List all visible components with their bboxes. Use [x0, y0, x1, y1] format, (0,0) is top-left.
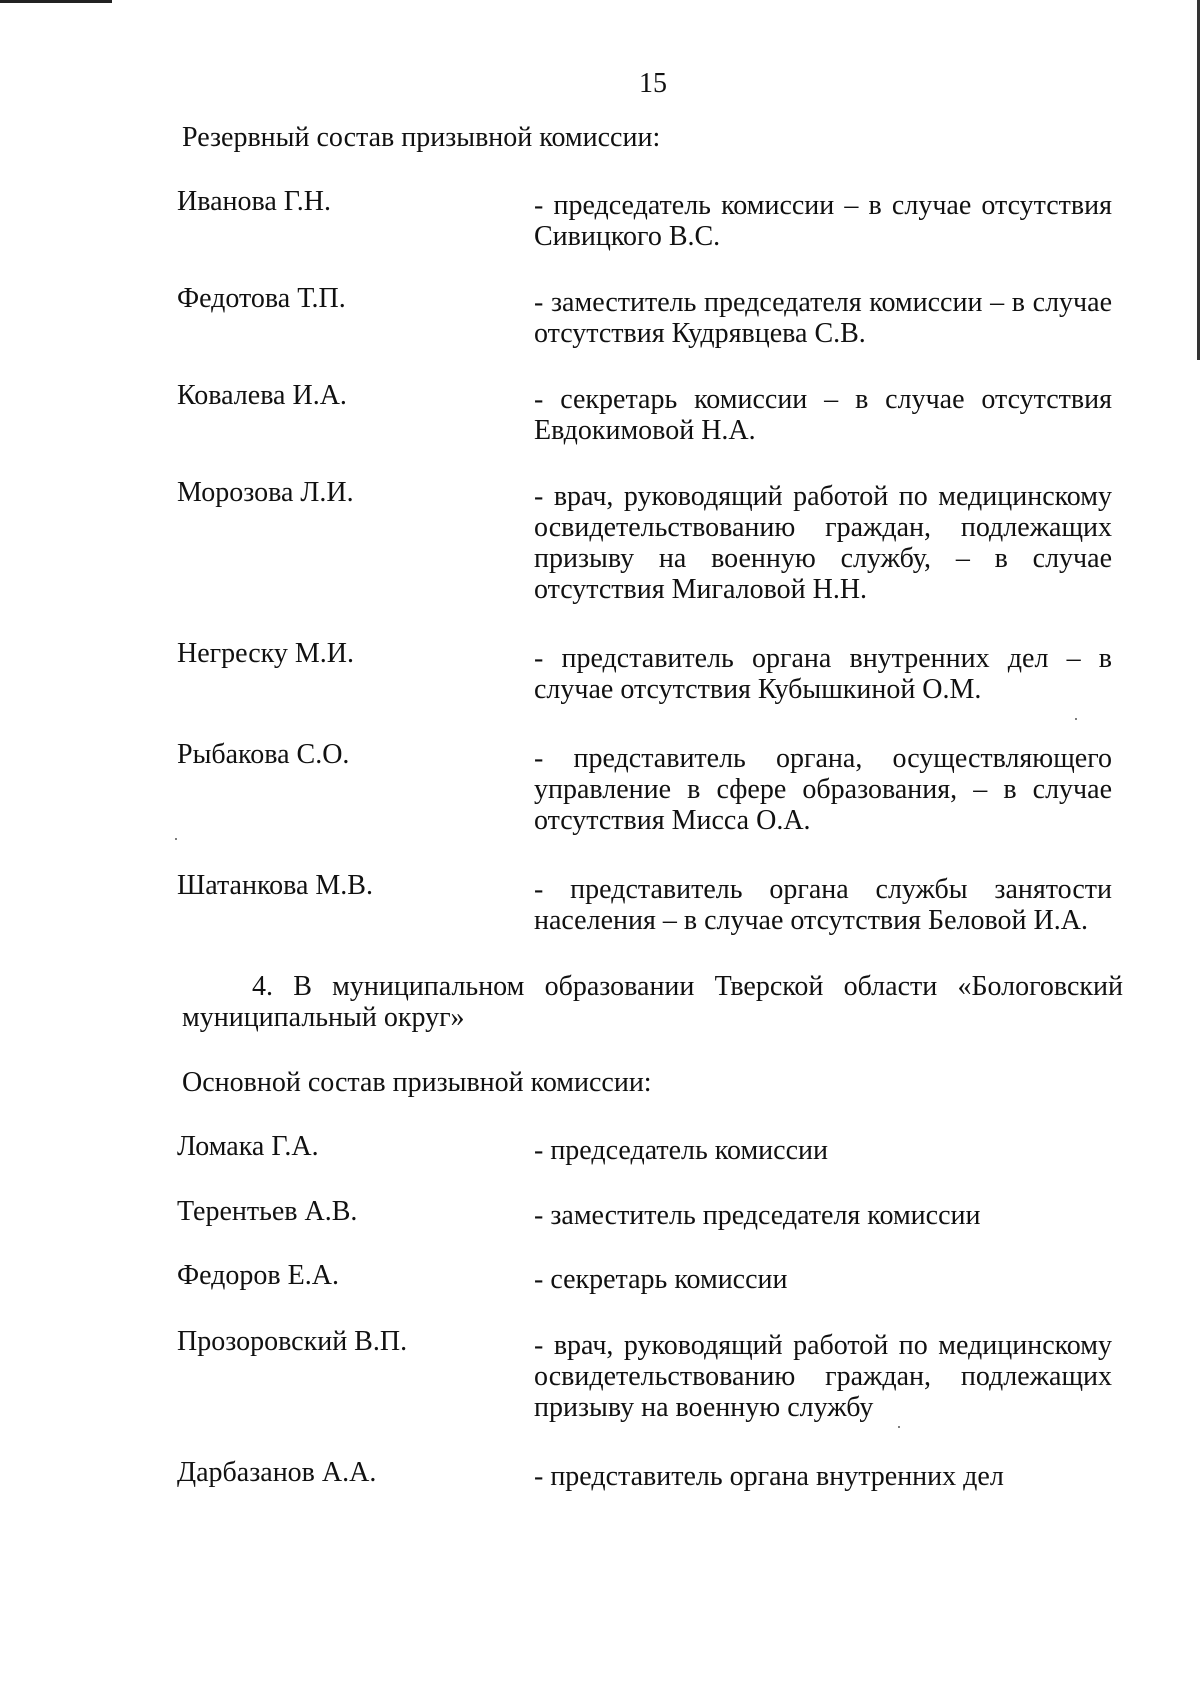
- reserve-member-name: Негреску М.И.: [177, 638, 355, 669]
- main-member-name: Терентьев А.В.: [177, 1196, 358, 1227]
- reserve-member-name: Шатанкова М.В.: [177, 870, 373, 901]
- main-member-role: - заместитель председателя комиссии: [534, 1200, 981, 1231]
- main-member-role: - секретарь комиссии: [534, 1264, 788, 1295]
- reserve-member-role: - представитель органа, осуществляющего управление в сфере образования, – в случае отсутствия Мисса О.А.: [534, 743, 1112, 836]
- page-number: 15: [639, 68, 667, 99]
- reserve-member-role: - представитель органа внутренних дел – в случае отсутствия Кубышкиной О.М.: [534, 643, 1112, 705]
- reserve-member-role: - заместитель председателя комиссии – в случае отсутствия Кудрявцева С.В.: [534, 287, 1112, 349]
- main-member-role: - председатель комиссии: [534, 1135, 828, 1166]
- main-member-name: Федоров Е.А.: [177, 1260, 339, 1291]
- scan-speck: [1075, 718, 1077, 720]
- scan-speck: [898, 1426, 900, 1428]
- reserve-member-name: Ковалева И.А.: [177, 380, 347, 411]
- reserve-heading: Резервный состав призывной комиссии:: [182, 122, 661, 153]
- reserve-member-name: Федотова Т.П.: [177, 283, 346, 314]
- main-member-role: - врач, руководящий работой по медицинскому освидетельствованию граждан, подлежащих призыву на военную службу: [534, 1330, 1112, 1423]
- main-member-name: Ломака Г.А.: [177, 1131, 319, 1162]
- main-member-name: Дарбазанов А.А.: [177, 1457, 377, 1488]
- main-member-role: - представитель органа внутренних дел: [534, 1461, 1004, 1492]
- reserve-member-role: - врач, руководящий работой по медицинскому освидетельствованию граждан, подлежащих призыву на военную службу, – в случае отсутствия Мигаловой Н.Н.: [534, 481, 1112, 605]
- scan-speck: [175, 838, 177, 840]
- section-4-paragraph: 4. В муниципальном образовании Тверской области «Бологовский муниципальный округ»: [182, 971, 1123, 1033]
- reserve-member-role: - представитель органа службы занятости населения – в случае отсутствия Беловой И.А.: [534, 874, 1112, 936]
- reserve-member-name: Рыбакова С.О.: [177, 739, 350, 770]
- scan-artifact-line: [0, 0, 112, 3]
- reserve-member-name: Морозова Л.И.: [177, 477, 354, 508]
- main-member-name: Прозоровский В.П.: [177, 1326, 408, 1357]
- reserve-member-name: Иванова Г.Н.: [177, 186, 332, 217]
- reserve-member-role: - председатель комиссии – в случае отсутствия Сивицкого В.С.: [534, 190, 1112, 252]
- reserve-member-role: - секретарь комиссии – в случае отсутствия Евдокимовой Н.А.: [534, 384, 1112, 446]
- main-heading: Основной состав призывной комиссии:: [182, 1067, 652, 1098]
